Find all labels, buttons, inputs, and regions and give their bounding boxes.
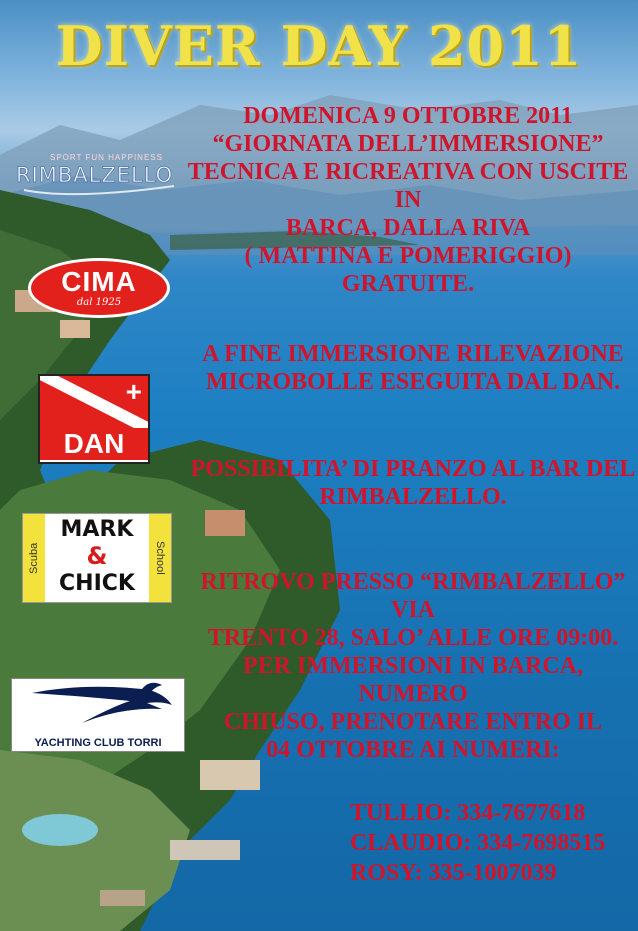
mark-chick-logo bbox=[22, 513, 172, 603]
dan-logo bbox=[38, 374, 150, 464]
mark-word: MARK bbox=[60, 517, 134, 542]
yachting-club-name: YACHTING CLUB TORRI bbox=[34, 737, 162, 749]
dan-info: A FINE IMMERSIONE RILEVAZIONE MICROBOLLE ESEGUITA DAL DAN. bbox=[202, 341, 624, 395]
scuba-label: Scuba bbox=[23, 514, 45, 602]
ampersand: & bbox=[86, 542, 108, 570]
contact-rosy: ROSY: 335-1007039 bbox=[350, 860, 557, 886]
cima-since: dal 1925 bbox=[76, 297, 122, 308]
swan-icon bbox=[12, 679, 184, 735]
cima-logo bbox=[28, 258, 170, 318]
rimbalzello-tagline: SPORT FUN HAPPINESS bbox=[50, 153, 163, 162]
mark-chick-text bbox=[47, 516, 147, 597]
lunch-info: POSSIBILITA’ DI PRANZO AL BAR DEL RIMBALZELLO. bbox=[190, 456, 636, 510]
plus-icon: + bbox=[125, 376, 142, 407]
school-label: School bbox=[149, 514, 171, 602]
chick-word: CHICK bbox=[59, 571, 135, 596]
contact-list bbox=[350, 798, 630, 888]
rimbalzello-logo bbox=[14, 150, 184, 200]
rimbalzello-name: RIMBALZELLO bbox=[16, 163, 174, 187]
contact-tullio: TULLIO: 334-7677618 bbox=[350, 800, 586, 826]
contact-claudio: CLAUDIO: 334-7698515 bbox=[350, 830, 606, 856]
poster-title: DIVER DAY 2011 bbox=[55, 14, 583, 78]
cima-name: CIMA bbox=[61, 266, 137, 297]
dan-name: DAN bbox=[40, 428, 148, 460]
meeting-info: RITROVO PRESSO “RIMBALZELLO” VIA TRENTO 28, SALO’ ALLE ORE 09:00. PER IMMERSIONI IN BARCA, NUMERO CHIUSO, PRENOTARE ENTRO IL 04 OTTOBRE AI NUMERI: bbox=[200, 569, 626, 763]
event-description: DOMENICA 9 OTTOBRE 2011 “GIORNATA DELL’IMMERSIONE” TECNICA E RICREATIVA CON USCITE IN BARCA, DALLA RIVA ( MATTINA E POMERIGGIO) GRATUITE. bbox=[187, 103, 629, 297]
yachting-club-logo bbox=[11, 678, 185, 752]
